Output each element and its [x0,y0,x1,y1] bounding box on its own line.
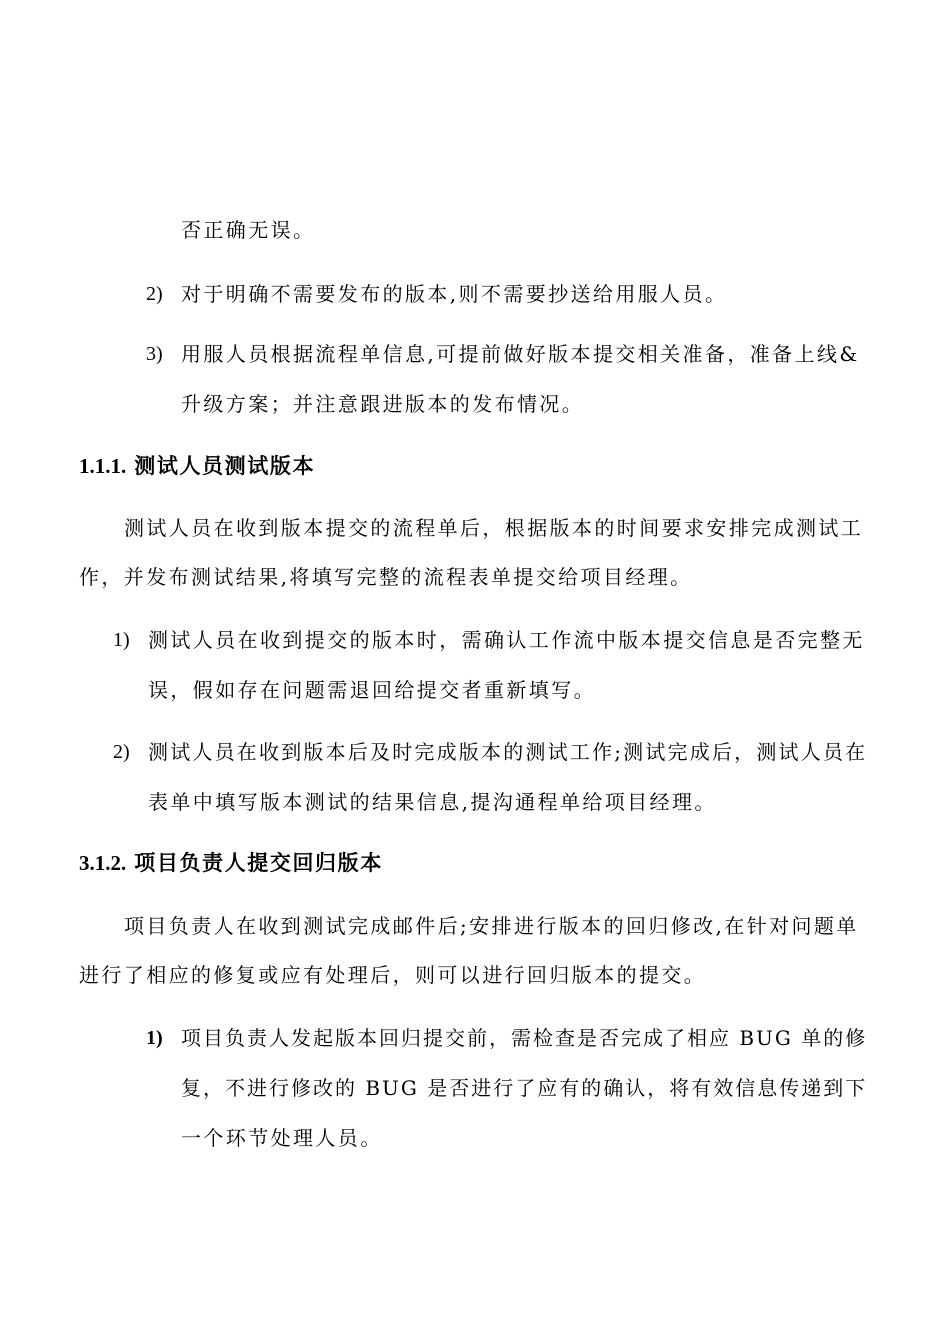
paragraph-line: 作，并发布测试结果,将填写完整的流程表单提交给项目经理。 [79,565,693,589]
list-item-text: 对于明确不需要发布的版本,则不需要抄送给用服人员。 [181,282,728,306]
list-item-text: 复，不进行修改的 BUG 是否进行了应有的确认，将有效信息传递到下 [181,1076,868,1100]
list-item-text: 用服人员根据流程单信息,可提前做好版本提交相关准备，准备上线& [181,342,860,366]
list-item-text: 项目负责人发起版本回归提交前，需检查是否完成了相应 BUG 单的修 [181,1026,868,1050]
heading-number: 3.1.2. [79,851,127,875]
list-item-text: 误，假如存在问题需退回给提交者重新填写。 [148,678,596,702]
list-number: 2) [113,741,130,763]
list-item-text: 测试人员在收到提交的版本时，需确认工作流中版本提交信息是否完整无 [148,628,865,652]
section-heading [79,848,383,878]
continuation-text: 否正确无误。 [181,218,316,242]
list-item-text: 测试人员在收到版本后及时完成版本的测试工作;测试完成后，测试人员在 [148,740,868,764]
paragraph-line: 项目负责人在收到测试完成邮件后;安排进行版本的回归修改,在针对问题单 [124,914,859,938]
list-item-text: 表单中填写版本测试的结果信息,提沟通程单给项目经理。 [148,790,717,814]
list-number: 2) [146,283,163,305]
heading-number: 1.1.1. [79,454,127,478]
paragraph-line: 测试人员在收到版本提交的流程单后，根据版本的时间要求安排完成测试工 [124,516,864,540]
list-number: 3) [146,343,163,365]
heading-title: 测试人员测试版本 [134,453,316,478]
paragraph-line: 进行了相应的修复或应有处理后，则可以进行回归版本的提交。 [79,963,707,987]
list-number: 1) [146,1027,163,1049]
list-number: 1) [113,629,130,651]
heading-title: 项目负责人提交回归版本 [134,850,383,875]
list-item-text: 升级方案；并注意跟进版本的发布情况。 [181,392,585,416]
section-heading [79,451,315,481]
list-item-text: 一个环节处理人员。 [181,1126,383,1150]
